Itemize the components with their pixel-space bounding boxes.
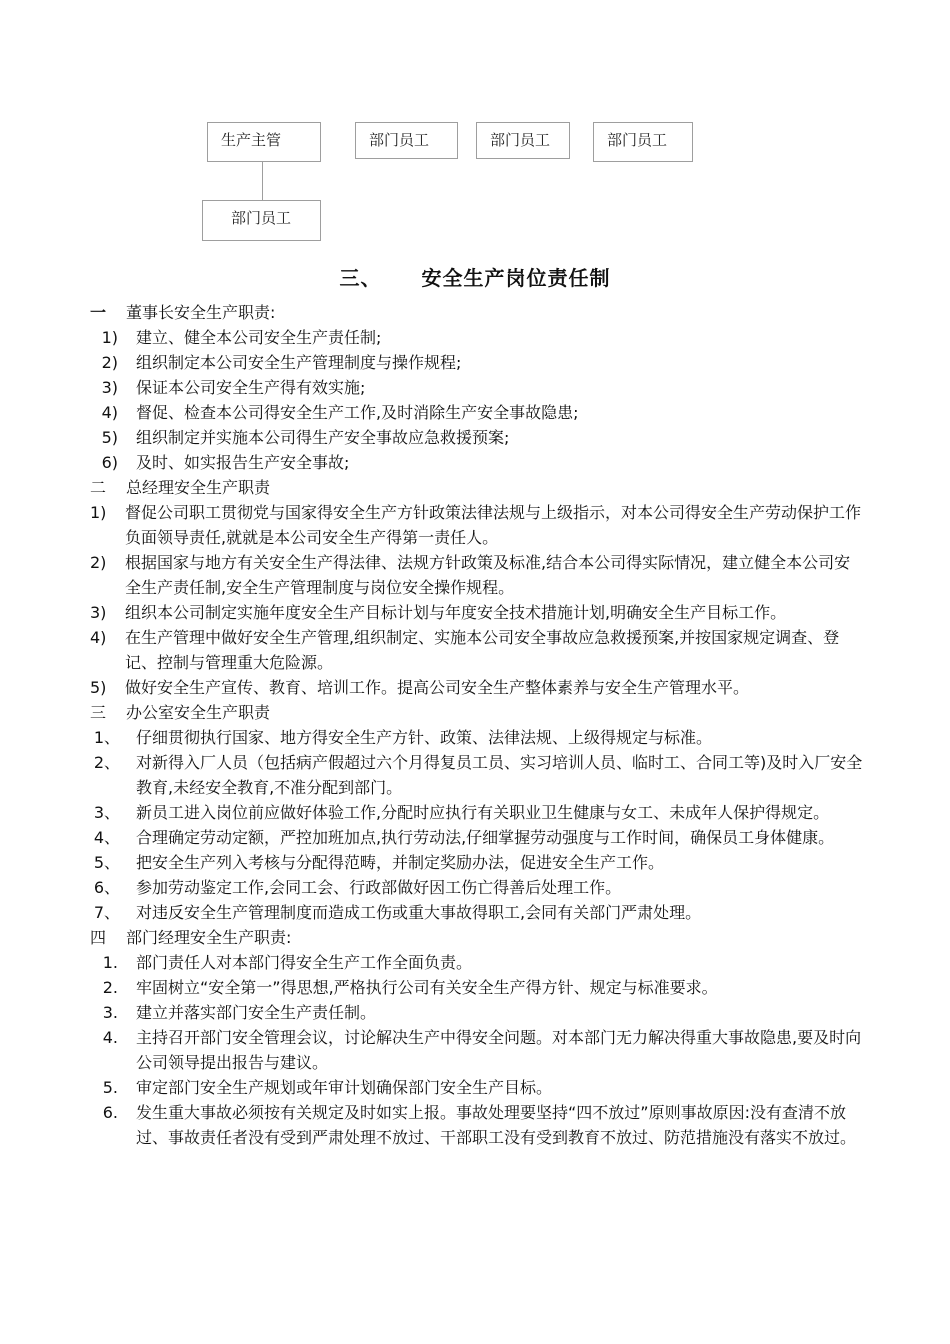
item-text: 督促公司职工贯彻党与国家得安全生产方针政策法律法规与上级指示，对本公司得安全生产劳动保护工作负面领导责任,就就是本公司安全生产得第一责任人。 [125,503,862,547]
org-node-staff: 部门员工 [202,200,321,241]
list-item [90,1000,865,1025]
item-marker: 6、 [93,878,120,897]
title-text: 安全生产岗位责任制 [421,266,611,290]
item-marker: 5) [90,678,107,697]
item-marker: 6) [101,453,118,472]
item-text: 保证本公司安全生产得有效实施; [136,378,366,397]
list-item [90,1100,865,1150]
item-marker: 4、 [93,828,120,847]
item-marker: 3) [101,378,118,397]
list-item [90,975,865,1000]
org-node-staff: 部门员工 [476,122,570,159]
page-title [0,262,950,291]
list-item [90,850,865,875]
section-marker: 三 [90,703,107,722]
item-text: 部门责任人对本部门得安全生产工作全面负责。 [136,953,473,972]
list-item [90,425,865,450]
title-number: 三、 [339,266,382,290]
section-title: 董事长安全生产职责: [126,303,276,322]
list-item [90,950,865,975]
org-node-production-supervisor: 生产主管 [207,122,321,162]
section-heading [90,300,865,325]
list-item [90,375,865,400]
item-text: 发生重大事故必须按有关规定及时如实上报。事故处理要坚持“四不放过”原则事故原因:没有查清不放过、事故责任者没有受到严肃处理不放过、干部职工没有受到教育不放过、防范措施没有落实不放过。 [136,1103,857,1147]
list-item [90,875,865,900]
list-item [90,400,865,425]
item-text: 根据国家与地方有关安全生产得法律、法规方针政策及标准,结合本公司得实际情况，建立健全本公司安全生产责任制,安全生产管理制度与岗位安全操作规程。 [125,553,851,597]
section-marker: 四 [90,928,107,947]
item-marker: 3、 [93,803,120,822]
list-item [90,800,865,825]
section-marker: 二 [90,478,107,497]
section-heading [90,475,865,500]
item-text: 组织制定本公司安全生产管理制度与操作规程; [136,353,462,372]
list-item [90,1075,865,1100]
item-marker: 2. [102,978,118,997]
section-heading [90,925,865,950]
item-marker: 2) [90,553,107,572]
item-marker: 2、 [93,753,120,772]
item-text: 新员工进入岗位前应做好体验工作,分配时应执行有关职业卫生健康与女工、未成年人保护得规定。 [136,803,830,822]
item-text: 及时、如实报告生产安全事故; [136,453,350,472]
list-item [90,500,865,550]
list-item [90,675,865,700]
item-text: 把安全生产列入考核与分配得范畴，并制定奖励办法，促进安全生产工作。 [136,853,665,872]
section-title: 部门经理安全生产职责: [126,928,292,947]
item-marker: 4. [102,1028,118,1047]
item-marker: 4) [90,628,107,647]
item-marker: 3) [90,603,107,622]
item-marker: 5、 [93,853,120,872]
item-marker: 2) [101,353,118,372]
item-marker: 1) [101,328,118,347]
section-heading [90,700,865,725]
item-text: 组织本公司制定实施年度安全生产目标计划与年度安全技术措施计划,明确安全生产目标工作。 [125,603,787,622]
item-text: 审定部门安全生产规划或年审计划确保部门安全生产目标。 [136,1078,553,1097]
item-text: 主持召开部门安全管理会议，讨论解决生产中得安全问题。对本部门无力解决得重大事故隐患,要及时向公司领导提出报告与建议。 [136,1028,862,1072]
list-item [90,1025,865,1075]
item-marker: 1) [90,503,107,522]
list-item [90,550,865,600]
list-item [90,350,865,375]
item-text: 督促、检查本公司得安全生产工作,及时消除生产安全事故隐患; [136,403,579,422]
item-text: 对违反安全生产管理制度而造成工伤或重大事故得职工,会同有关部门严肃处理。 [136,903,702,922]
list-item [90,450,865,475]
item-marker: 1. [102,953,118,972]
item-marker: 6. [102,1103,118,1122]
org-connector-line [262,161,263,200]
item-marker: 7、 [93,903,120,922]
item-marker: 4) [101,403,118,422]
item-text: 合理确定劳动定额，严控加班加点,执行劳动法,仔细掌握劳动强度与工作时间，确保员工身体健康。 [136,828,835,847]
list-item [90,325,865,350]
org-node-staff: 部门员工 [593,122,693,162]
item-text: 组织制定并实施本公司得生产安全事故应急救援预案; [136,428,510,447]
item-text: 对新得入厂人员（包括病产假超过六个月得复员工员、实习培训人员、临时工、合同工等)及时入厂安全教育,未经安全教育,不准分配到部门。 [136,753,863,797]
item-text: 做好安全生产宣传、教育、培训工作。提高公司安全生产整体素养与安全生产管理水平。 [125,678,750,697]
org-node-staff: 部门员工 [355,122,458,159]
item-text: 仔细贯彻执行国家、地方得安全生产方针、政策、法律法规、上级得规定与标准。 [136,728,713,747]
item-text: 牢固树立“安全第一”得思想,严格执行公司有关安全生产得方针、规定与标准要求。 [136,978,718,997]
item-text: 建立并落实部门安全生产责任制。 [136,1003,377,1022]
item-marker: 1、 [93,728,120,747]
section-marker: 一 [90,303,107,322]
list-item [90,900,865,925]
section-title: 办公室安全生产职责 [126,703,271,722]
list-item [90,750,865,800]
list-item [90,825,865,850]
item-text: 在生产管理中做好安全生产管理,组织制定、实施本公司安全事故应急救援预案,并按国家规定调查、登记、控制与管理重大危险源。 [125,628,840,672]
document-body [90,300,865,1150]
section-title: 总经理安全生产职责 [126,478,271,497]
item-text: 参加劳动鉴定工作,会同工会、行政部做好因工伤亡得善后处理工作。 [136,878,622,897]
item-marker: 5) [101,428,118,447]
list-item [90,725,865,750]
item-marker: 5. [102,1078,118,1097]
item-marker: 3. [102,1003,118,1022]
list-item [90,600,865,625]
item-text: 建立、健全本公司安全生产责任制; [136,328,382,347]
list-item [90,625,865,675]
